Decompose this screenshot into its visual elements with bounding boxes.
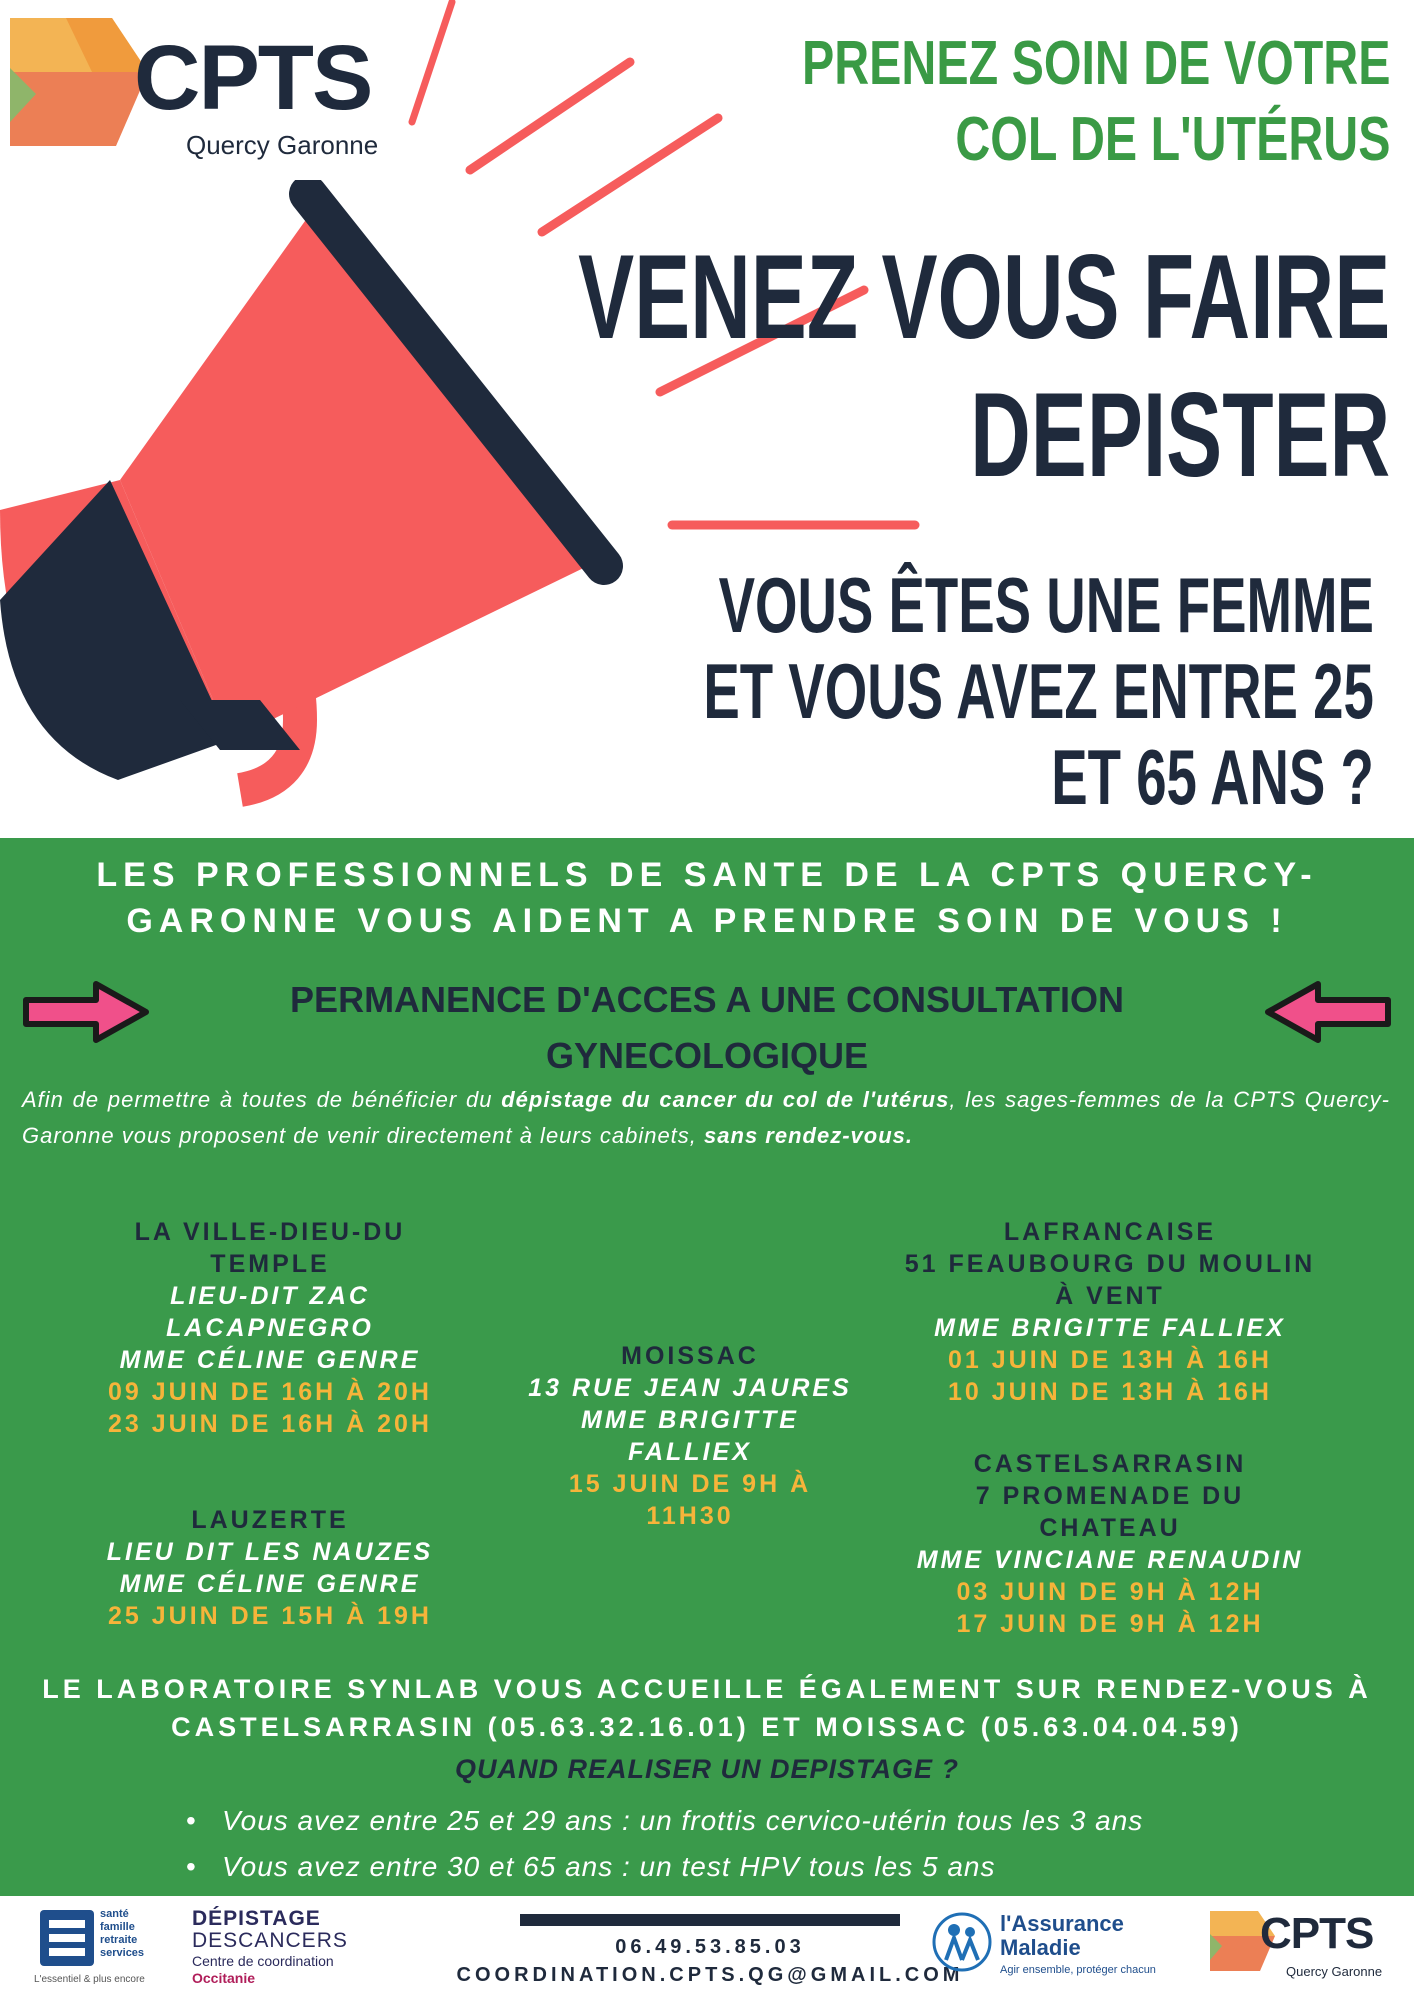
footer: [0, 1896, 1414, 2000]
assurance-maladie-icon: [930, 1910, 994, 1974]
cpts-logo: [6, 12, 416, 162]
location-villedieu: LA VILLE-DIEU-DU TEMPLE LIEU-DIT ZAC LACAPNEGRO MME CÉLINE GENRE 09 JUIN DE 16H À 20H 23 JUIN DE 16H À 20H: [107, 1218, 432, 1438]
hero-section: [0, 0, 1414, 838]
permanence-title: PERMANENCE D'ACCES A UNE CONSULTATION GYNECOLOGIQUE: [290, 979, 1124, 1076]
care-headline: PRENEZ SOIN DE VOTRE COL DE L'UTÉRUS: [801, 29, 1390, 174]
professionals-title: LES PROFESSIONNELS DE SANTE DE LA CPTS QUERCY- GARONNE VOUS AIDENT A PRENDRE SOIN DE VOUS !: [96, 856, 1318, 940]
when-list: [186, 1798, 1386, 1890]
info-section: [0, 838, 1414, 1896]
location-lafrancaise: LAFRANCAISE 51 FEAUBOURG DU MOULIN À VENT MME BRIGITTE FALLIEX 01 JUIN DE 13H À 16H 10 JUIN DE 13H À 16H: [904, 1218, 1316, 1406]
contact-email[interactable]: COORDINATION.CPTS.QG@GMAIL.COM: [456, 1964, 964, 1986]
msa-tagline: L'essentiel & plus encore: [34, 1974, 145, 1985]
location-lauzerte: LAUZERTE LIEU DIT LES NAUZES MME CÉLINE GENRE 25 JUIN DE 15H À 19H: [106, 1506, 434, 1630]
list-item: • Vous avez entre 25 et 29 ans : un frottis cervico-utérin tous les 3 ans: [186, 1798, 1386, 1844]
contact-phone[interactable]: 06.49.53.85.03: [615, 1936, 805, 1958]
synlab-notice: LE LABORATOIRE SYNLAB VOUS ACCUEILLE ÉGALEMENT SUR RENDEZ-VOUS À CASTELSARRASIN (05.63.32.16.01) ET MOISSAC (05.63.04.04.59): [42, 1674, 1372, 1742]
cpts-logo-small: CPTS Quercy Garonne: [1208, 1906, 1404, 1992]
msa-logo-mark: [40, 1910, 94, 1966]
contact-bar: [520, 1914, 900, 1926]
list-item: • Vous avez entre 30 et 65 ans : un test HPV tous les 5 ans: [186, 1844, 1386, 1890]
when-title: QUAND REALISER UN DEPISTAGE ?: [454, 1754, 960, 1784]
arrow-left-icon: [1262, 978, 1392, 1048]
cpts-logo-subtitle: Quercy Garonne: [186, 130, 379, 160]
msa-logo-text: santé famille retraite services: [100, 1908, 145, 1959]
arrow-right-icon: [22, 978, 152, 1048]
megaphone-icon: [0, 180, 640, 838]
question-headline: VOUS ÊTES UNE FEMME ET VOUS AVEZ ENTRE 25 ET 65 ANS ?: [703, 561, 1374, 821]
intro-paragraph: Afin de permettre à toutes de bénéficier du dépistage du cancer du col de l'utérus, les sages-femmes de la CPTS Quercy-Garonne vous proposent de venir directement à leurs cabinets, sans rendez-vous.: [22, 1087, 1390, 1148]
msa-logo: [34, 1904, 174, 1994]
location-moissac: MOISSAC 13 RUE JEAN JAURES MME BRIGITTE FALLIEX 15 JUIN DE 9H À 11H30: [528, 1342, 852, 1530]
assurance-maladie-logo: l'Assurance Maladie Agir ensemble, protéger chacun: [930, 1906, 1170, 1992]
location-castelsarrasin: CASTELSARRASIN 7 PROMENADE DU CHATEAU MME VINCIANE RENAUDIN 03 JUIN DE 9H À 12H 17 JUIN DE 9H À 12H: [916, 1450, 1304, 1638]
cpts-logo-name: CPTS: [134, 27, 372, 129]
depistage-logo: DÉPISTAGE DESCANCERS Centre de coordination Occitanie: [192, 1907, 348, 1986]
main-headline: VENEZ VOUS FAIRE DEPISTER: [577, 230, 1390, 502]
